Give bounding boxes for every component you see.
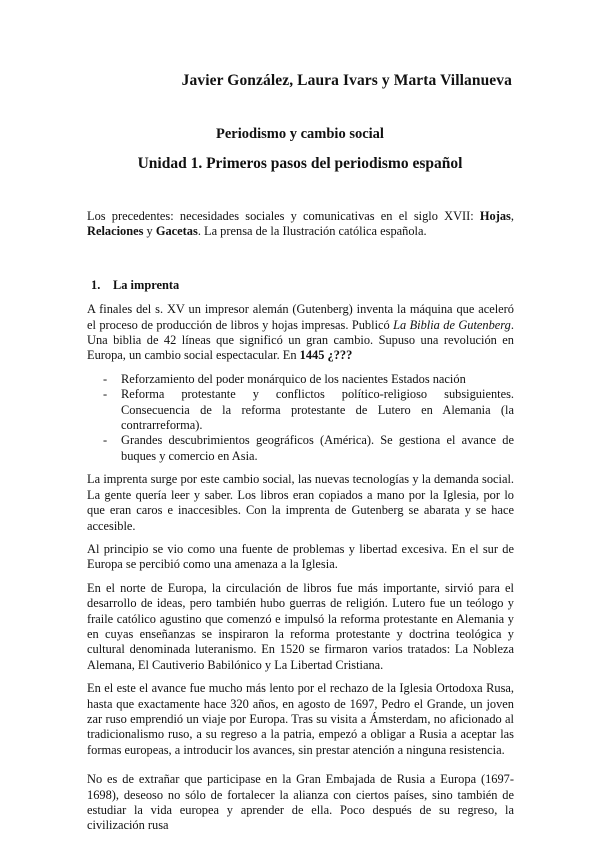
paragraph-1-bold: 1445 ¿???	[299, 348, 353, 363]
intro-sep-1: ,	[510, 209, 514, 223]
intro-bold-relaciones: Relaciones	[87, 224, 144, 239]
paragraph-5: En el este el avance fue mucho más lento por el rechazo de la Iglesia Ortodoxa Rusa, hasta que exactamente hace 320 años, en agosto de 1697, Pedro el Grande, un joven zar ruso emprendió un viaje por Europa. Tras su visita a Ámsterdam, no aficionado al tradicionalismo ruso, a su regreso a la patria, empezó a obligar a Rusia a aceptar las formas europeas, a introducir los avances, sin prestar atención a ninguna resistencia.	[87, 681, 514, 757]
paragraph-1-italic: La Biblia de Gutenberg	[393, 317, 511, 332]
list-item-text: Reforma protestante y conflictos político-religioso subsiguientes. Consecuencia de la reforma protestante de Lutero en Alemania (la contrarreforma).	[121, 387, 514, 433]
list-item	[87, 372, 514, 387]
list-item	[87, 387, 514, 433]
list-item	[87, 433, 514, 464]
intro-bold-hojas: Hojas	[479, 209, 511, 223]
bullet-dash: -	[103, 433, 108, 448]
section-heading-text: La imprenta	[113, 277, 180, 292]
section-number: 1.	[91, 277, 101, 292]
bullet-dash: -	[103, 371, 108, 386]
section-heading	[87, 278, 514, 293]
paragraph-4: En el norte de Europa, la circulación de libros fue más importante, sirvió para el desarrollo de ideas, pero también hubo guerras de religión. Lutero fue un teólogo y fraile católico agustino que comenzó e impulsó la reforma protestante en Alemania y en cuyas enseñanzas se inspiraron la reforma protestante y doctrina teológica y cultural denominada luteranismo. En 1520 se firmaron varios tratados: La Nobleza Alemana, El Cautiverio Babilónico y La Libertad Cristiana.	[87, 580, 514, 672]
document-title: Periodismo y cambio social	[216, 126, 384, 142]
intro-bold-gacetas: Gacetas	[155, 224, 198, 239]
paragraph-1-text-a: A finales del s. XV un impresor alemán (Gutenberg) inventa la máquina que aceleró el proceso de producción de libros y hojas impresas. Publicó	[87, 302, 514, 332]
intro-sep-2: y	[143, 224, 156, 239]
paragraph-3: Al principio se vio como una fuente de problemas y libertad excesiva. En el sur de Europa se percibió como una amenaza a la Iglesia.	[87, 541, 514, 572]
intro-paragraph	[87, 209, 514, 240]
unit-title: Unidad 1. Primeros pasos del periodismo español	[137, 155, 463, 172]
bullet-list	[87, 372, 514, 464]
intro-text-b: . La prensa de la Ilustración católica española.	[197, 224, 427, 239]
paragraph-1-text-b: . Una biblia de 42 líneas que significó un gran cambio. Supuso una revolución en Europa, un cambio social espectacular. En	[87, 317, 514, 363]
paragraph-1	[87, 302, 514, 364]
document-body	[87, 209, 514, 842]
list-item-text: Grandes descubrimientos geográficos (América). Se gestiona el avance de buques y comercio en Asia.	[121, 433, 514, 463]
document-authors: Javier González, Laura Ivars y Marta Villanueva	[181, 72, 512, 89]
bullet-dash: -	[103, 387, 108, 402]
list-item-text: Reforzamiento del poder monárquico de los nacientes Estados nación	[121, 371, 466, 386]
paragraph-2: La imprenta surge por este cambio social, las nuevas tecnologías y la demanda social. La gente quería leer y saber. Los libros eran copiados a mano por la Iglesia, por lo que eran caros e inaccesibles. Con la imprenta de Gutenberg se abarata y se hace accesible.	[87, 472, 514, 533]
intro-text-a: Los precedentes: necesidades sociales y comunicativas en el siglo XVII:	[87, 209, 480, 223]
paragraph-6: No es de extrañar que participase en la Gran Embajada de Rusia a Europa (1697-1698), deseoso no sólo de fortalecer la alianza con ciertos países, sino también de estudiar la vida europea y aprender de ella. Poco después de su regreso, la civilización rusa	[87, 772, 514, 833]
